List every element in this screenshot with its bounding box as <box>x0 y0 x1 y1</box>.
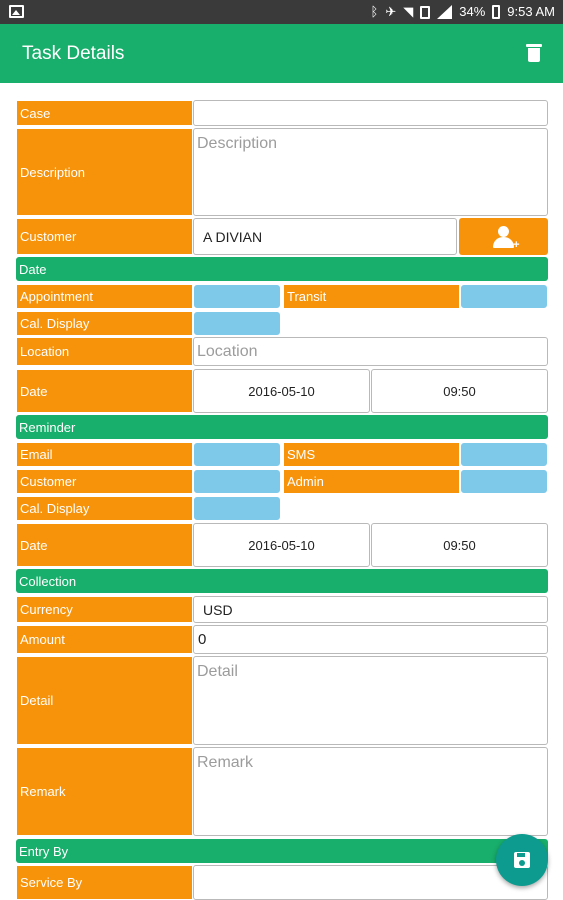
add-customer-button[interactable] <box>459 218 548 255</box>
sms-toggle[interactable] <box>460 442 548 467</box>
save-button[interactable] <box>496 834 548 886</box>
transit-label: Transit <box>283 284 460 309</box>
location-input[interactable]: Location <box>193 337 548 366</box>
clock: 9:53 AM <box>507 4 555 19</box>
description-input[interactable]: Description <box>193 128 548 216</box>
bluetooth-icon: ᛒ <box>370 4 379 19</box>
admin-toggle[interactable] <box>460 469 548 494</box>
currency-select[interactable]: USD <box>193 596 548 623</box>
remark-input[interactable]: Remark <box>193 747 548 836</box>
save-icon <box>514 852 530 868</box>
customer-label: Customer <box>16 218 193 255</box>
add-person-icon: + <box>491 225 517 249</box>
description-label: Description <box>16 128 193 216</box>
detail-input[interactable]: Detail <box>193 656 548 745</box>
email-toggle[interactable] <box>193 442 281 467</box>
reminder-section-header: Reminder <box>16 415 548 439</box>
date-picker[interactable]: 2016-05-10 <box>193 369 370 413</box>
appointment-toggle[interactable] <box>193 284 281 309</box>
cal-display-label: Cal. Display <box>16 311 193 336</box>
image-notification-icon <box>9 5 24 18</box>
airplane-icon: ✈ <box>385 4 397 19</box>
currency-label: Currency <box>16 596 193 623</box>
amount-input[interactable]: 0 <box>193 625 548 654</box>
time-picker[interactable]: 09:50 <box>371 369 548 413</box>
reminder-date-picker[interactable]: 2016-05-10 <box>193 523 370 567</box>
status-bar <box>0 0 563 24</box>
date-section-header: Date <box>16 257 548 281</box>
reminder-cal-display-toggle[interactable] <box>193 496 281 521</box>
appointment-label: Appointment <box>16 284 193 309</box>
trash-icon[interactable] <box>527 44 541 62</box>
case-label: Case <box>16 100 193 126</box>
battery-percent: 34% <box>459 4 486 19</box>
page-title: Task Details <box>22 43 125 64</box>
reminder-date-label: Date <box>16 523 193 567</box>
wifi-icon: ◥ <box>403 4 414 19</box>
customer-reminder-toggle[interactable] <box>193 469 281 494</box>
app-bar <box>0 24 563 83</box>
detail-label: Detail <box>16 656 193 745</box>
date-label: Date <box>16 369 193 413</box>
case-input[interactable] <box>193 100 548 126</box>
service-by-input[interactable] <box>193 865 548 900</box>
battery-icon <box>492 5 500 19</box>
signal-icon <box>437 5 452 19</box>
reminder-cal-display-label: Cal. Display <box>16 496 193 521</box>
task-form <box>0 83 563 900</box>
transit-toggle[interactable] <box>460 284 548 309</box>
service-by-label: Service By <box>16 865 193 900</box>
sms-label: SMS <box>283 442 460 467</box>
location-label: Location <box>16 337 193 366</box>
amount-label: Amount <box>16 625 193 654</box>
customer-reminder-label: Customer <box>16 469 193 494</box>
remark-label: Remark <box>16 747 193 836</box>
reminder-time-picker[interactable]: 09:50 <box>371 523 548 567</box>
admin-label: Admin <box>283 469 460 494</box>
sim-icon <box>420 6 430 19</box>
status-icons <box>371 0 555 24</box>
collection-section-header: Collection <box>16 569 548 593</box>
email-label: Email <box>16 442 193 467</box>
entry-by-section-header: Entry By <box>16 839 548 863</box>
cal-display-toggle[interactable] <box>193 311 281 336</box>
customer-input[interactable]: A DIVIAN <box>193 218 457 255</box>
